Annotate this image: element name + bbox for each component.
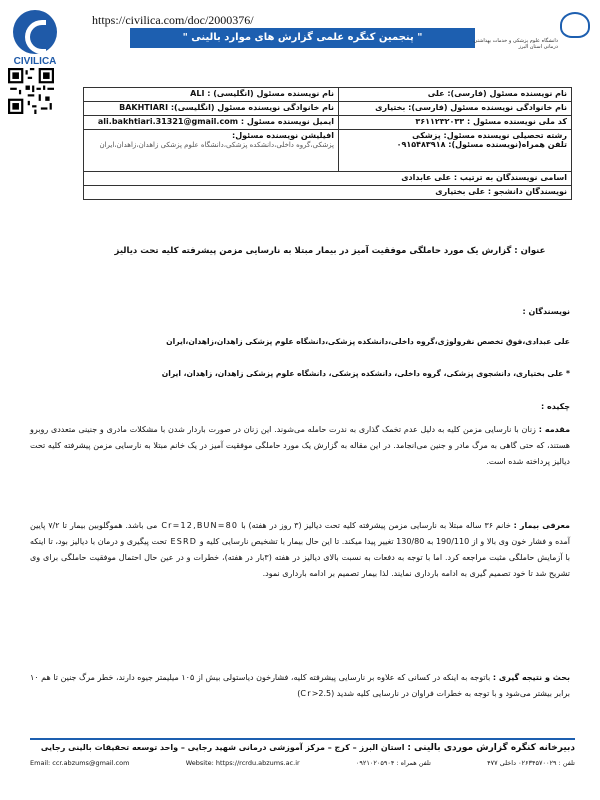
footer-title: دبیرخانه کنگره گزارش موردی بالینی : [407,743,575,753]
affiliation-value: پزشکی،گروه داخلی،دانشکده پزشکی،دانشگاه علوم پزشکی زاهدان،زاهدان،ایران [99,141,334,149]
author-field: رشته تحصیلی نویسنده مسئول: پزشکی [412,131,567,140]
author-last-name-en: نام خانوادگی نویسنده مسئول (انگلیسی): BAKHTIARI [84,102,339,116]
discussion-paragraph [30,670,570,702]
author-last-name-fa: نام خانوادگی نویسنده مسئول (فارسی): بختیاری [339,102,572,116]
footer-address: استان البرز – کرج – مرکز آموزشی درمانی شهید رجایی – واحد توسعه تحقیقات بالینی رجایی [40,743,405,752]
university-logo [472,12,592,58]
author-field-and-phone [339,130,572,172]
affiliation-label: افیلیشن نویسنده مسئول: [232,131,334,140]
civilica-logo [6,10,64,67]
case-text: خانم ۳۶ ساله مبتلا به نارسایی مزمن پیشرفته کلیه تحت دیالیز (۳ روز در هفته) با Cr=12,BUN=80 می باشد. هموگلوبین بیمار تا ۷/۲ پایین آمده و فشار خون وی بالا و از 190/110 به 130/80 تغییر پیدا میکند. تا این حال بیمار با تشخیص نارسایی کلیه و ESRD تحت پیگیری و درمان با دیالیز بود، تا اینکه با آزمایش حاملگی مثبت مراجعه کرد. اما با توجه به دفعات به نسبت بالای دیالیز در هفته (۳بار در هفته)، خطرات و در عین حال احتمال موفقیت حاملگی برای وی تشریح شد تا خود تصمیم گیری به ادامه بارداری نمایند. لذا بیمار تصمیم بر ادامه بارداری نمود. [30,521,571,578]
author-national-id: کد ملی نویسنده مسئول : ۳۶۱۱۲۳۲۰۳۳ [339,116,572,130]
author-line-1: علی عبدادی،فوق تخصص نفرولوژی،گروه داخلی،دانشکده پزشکی،دانشگاه علوم پزشکی زاهدان،زاهدان،ایران [166,337,570,346]
page-footer [30,738,575,767]
congress-banner: " پنجمین کنگره علمی گزارش های موارد بالینی " [130,28,475,48]
author-first-name-fa: نام نویسنده مسئول (فارسی): علی [339,88,572,102]
footer-website[interactable]: Website: https://rcrdu.abzums.ac.ir [185,759,300,767]
intro-text: زنان با نارسایی مزمن کلیه به دلیل عدم تخمک گذاری به ندرت حامله می‌شوند. این زنان در صورت باردار شدن با مشکلات مادری و جنینی متعددی روبرو هستند، که حتی گاهی به مرگ مادر و جنین می‌انجامد. در این مقاله به گزارش یک مورد حاملگی موفقیت آمیز در یک خانم مبتلا به نارسایی مزمن پیشرفته کلیه تحت دیالیز پرداخته شده است. [30,425,570,466]
author-email: ایمیل نویسنده مسئول : ali.bakhtiari.31321@gmail.com [84,116,339,130]
authors-heading: نویسندگان : [522,307,570,316]
case-label: معرفی بیمار : [513,521,571,530]
university-emblem-icon [560,12,590,38]
authors-in-order: اسامی نویسندگان به ترتیب : علی عابدادی [84,172,572,186]
discussion-text: باتوجه به اینکه در کسانی که علاوه بر نارسایی پیشرفته کلیه، فشارخون دیاستولی بیش از ۱۰۵ میلیمتر جیوه دارند، خطر مرگ جنین تا هم ۱۰ برابر بیشتر می‌شود و با توجه به خطرات فراوان در نارسایی کلیه شدید (2.5<Cr) [30,673,570,698]
university-name: دانشگاه علوم پزشکی و خدمات بهداشتی درمانی استان البرز [473,38,558,50]
author-mobile: تلفن همراه(نویسنده مسئول): ۰۹۱۵۴۸۳۹۱۸ [396,140,567,149]
footer-secretariat [30,740,575,753]
author-line-2: * علی بختیاری، دانشجوی پزشکی، گروه داخلی، دانشکده پزشکی، دانشگاه علوم پزشکی زاهدان، زاهدان، ایران [161,369,570,378]
case-paragraph [30,518,570,582]
student-authors: نویسندگان دانشجو : علی بختیاری [84,186,572,200]
footer-email[interactable]: Email: ccr.abzums@gmail.com [30,759,130,767]
intro-label: مقدمه : [538,425,571,434]
abstract-heading: چکیده : [540,402,570,411]
footer-phone: تلفن : ۰۲۶۳۴۵۷۰۰۲۹ داخلی ۴۷۷ [487,759,575,767]
qr-code-icon [8,68,54,114]
author-info-table [83,87,572,200]
author-affiliation-cell [84,130,339,172]
civilica-brand-text: CIVILICA [13,56,57,67]
footer-contacts [30,759,575,767]
document-url[interactable]: https://civilica.com/doc/2000376/ [92,13,254,27]
paper-title: عنوان : گزارش یک مورد حاملگی موفقیت آمیز در بیمار مبتلا به نارسایی مزمن پیشرفته کلیه تحت دیالیز [114,246,546,256]
discussion-label: بحث و نتیجه گیری : [492,673,570,682]
intro-paragraph [30,422,570,470]
civilica-c-icon [13,10,57,54]
footer-mobile: تلفن همراه : ۰۹۲۱۰۲۰۵۹۰۴ [355,759,431,767]
author-first-name-en: نام نویسنده مسئول (انگلیسی) : ALI [84,88,339,102]
